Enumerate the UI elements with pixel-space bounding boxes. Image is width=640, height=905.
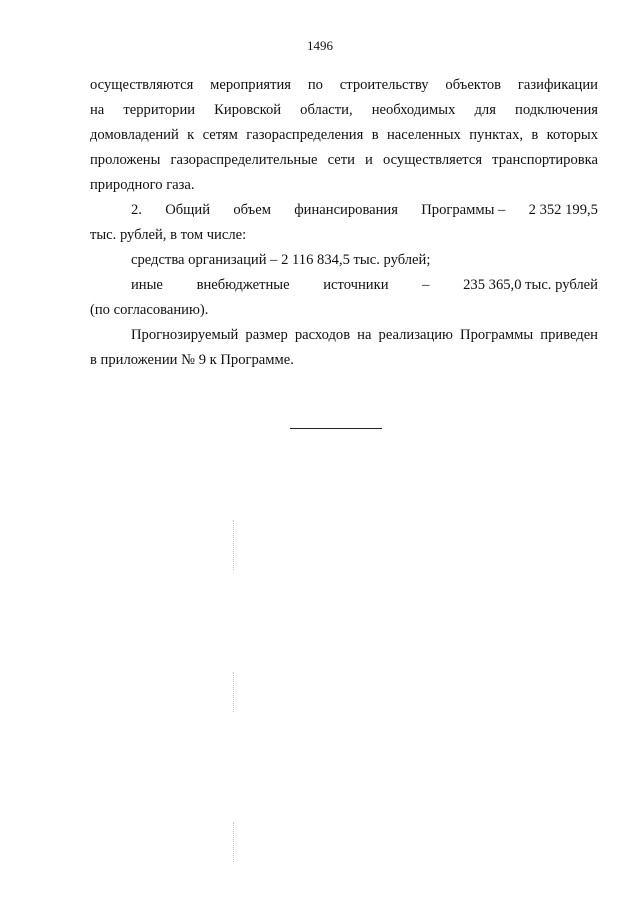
paragraph-line xyxy=(90,323,598,348)
paragraph-line xyxy=(90,173,598,198)
text-word: Общий xyxy=(165,202,211,218)
paragraph-extrabudgetary-sources xyxy=(90,273,598,323)
paragraph-line xyxy=(90,123,598,148)
text-line: (по согласованию). xyxy=(90,302,209,318)
paragraph-line xyxy=(90,348,598,373)
text-line: Прогнозируемый размер расходов на реализацию Программы приведен xyxy=(131,327,598,343)
paragraph-line xyxy=(90,248,598,273)
text-line: природного газа. xyxy=(90,177,195,193)
paragraph-line xyxy=(90,198,598,223)
paragraph-line xyxy=(90,223,598,248)
end-separator-line xyxy=(290,428,382,429)
text-word: Программы – xyxy=(421,202,506,218)
text-line: проложены газораспределительные сети и осуществляется транспортировка xyxy=(90,152,598,168)
text-line: домовладений к сетям газораспределения в населенных пунктах, в которых xyxy=(90,127,598,143)
page-number: 1496 xyxy=(307,38,333,53)
text-word: объем xyxy=(233,202,271,218)
paragraph-line xyxy=(90,98,598,123)
extrabudgetary-amount: 235 365,0 тыс. рублей xyxy=(463,277,598,293)
funding-total-amount: 2 352 199,5 xyxy=(528,202,598,218)
text-word: финансирования xyxy=(294,202,398,218)
paragraph-line xyxy=(90,298,598,323)
text-word: иные xyxy=(131,277,163,293)
scan-artifact-mark xyxy=(233,822,234,862)
paragraph-line xyxy=(90,273,598,298)
paragraph-organization-funds xyxy=(90,248,598,273)
scan-artifact-mark xyxy=(233,520,234,570)
item-number: 2. xyxy=(131,202,142,218)
text-line: в приложении № 9 к Программе. xyxy=(90,352,294,368)
paragraph-line xyxy=(90,73,598,98)
paragraph-gasification xyxy=(90,73,598,198)
text-word: внебюджетные xyxy=(196,277,290,293)
document-body xyxy=(90,73,598,373)
text-line: тыс. рублей, в том числе: xyxy=(90,227,247,243)
text-line: на территории Кировской области, необходимых для подключения xyxy=(90,102,598,118)
paragraph-line xyxy=(90,148,598,173)
text-line: средства организаций – 2 116 834,5 тыс. рублей; xyxy=(131,252,431,268)
text-line: осуществляются мероприятия по строительству объектов газификации xyxy=(90,77,598,93)
scan-artifact-mark xyxy=(233,672,234,712)
text-word: источники xyxy=(323,277,389,293)
text-dash: – xyxy=(422,277,430,293)
paragraph-total-funding xyxy=(90,198,598,248)
paragraph-forecast-expenses xyxy=(90,323,598,373)
